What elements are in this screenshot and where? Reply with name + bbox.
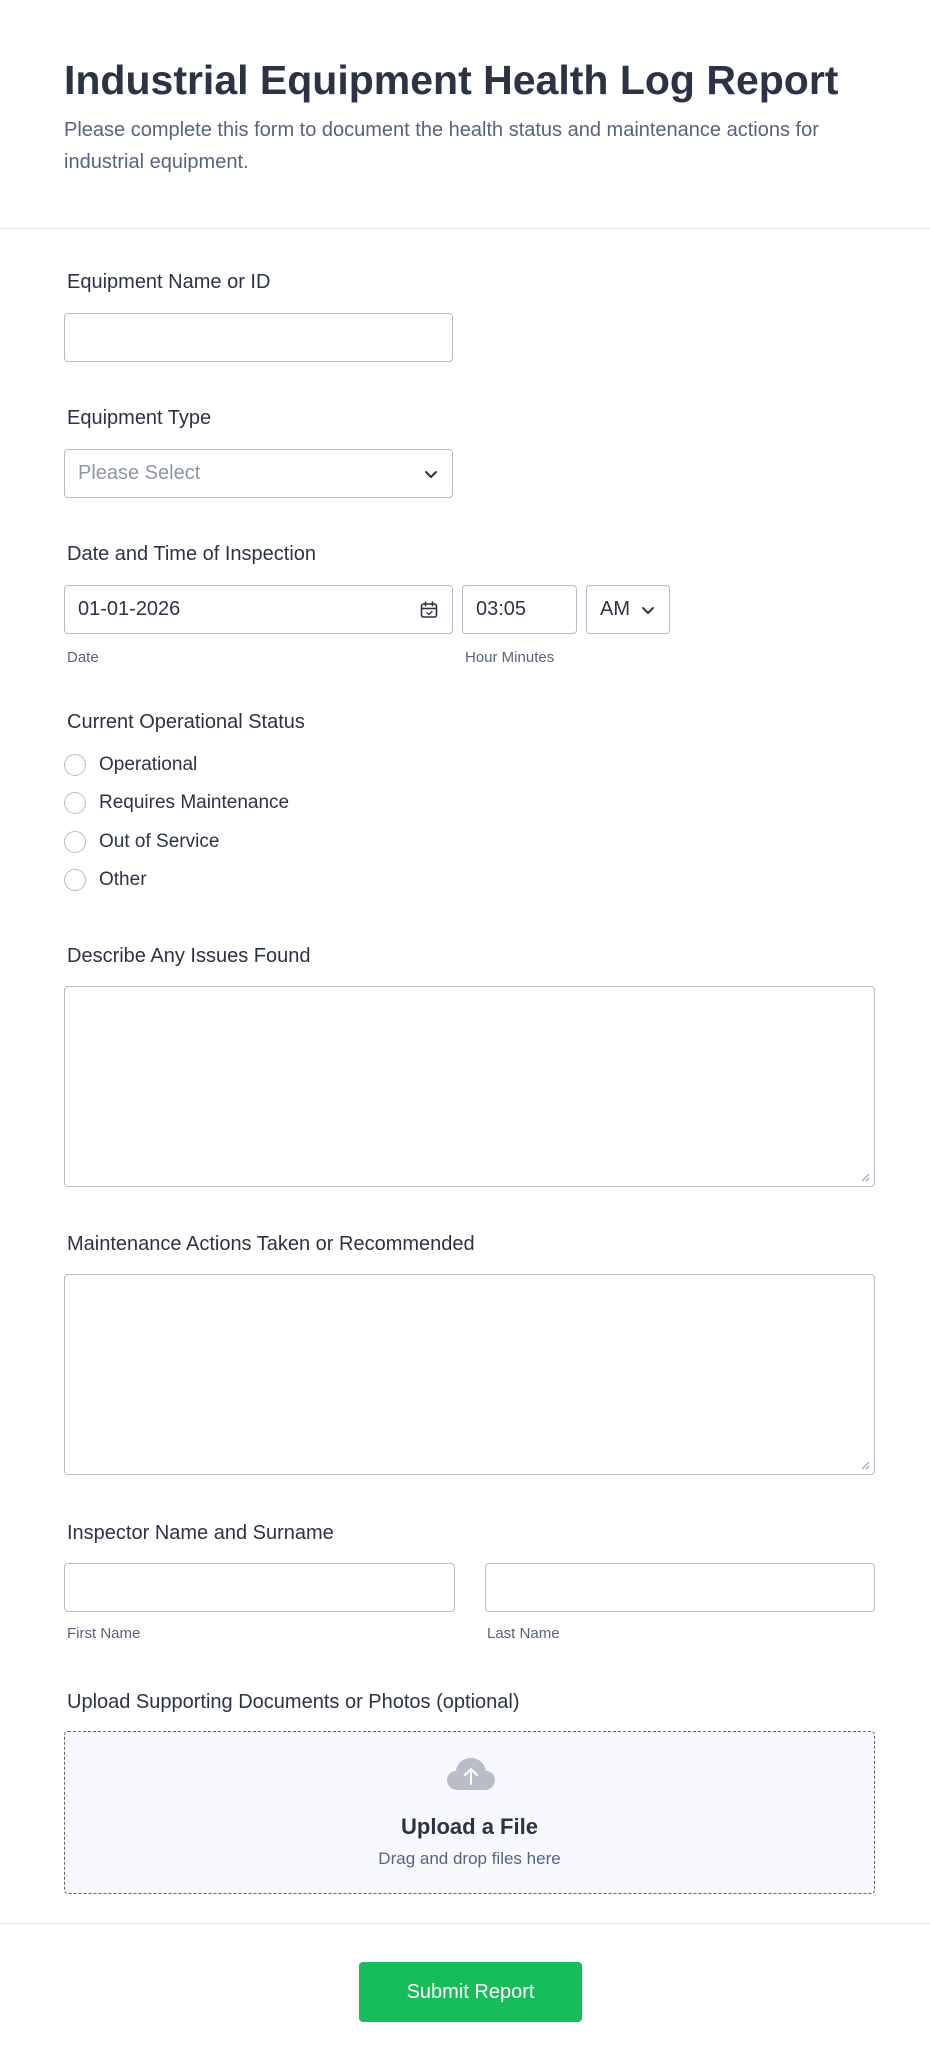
chevron-down-icon: [639, 601, 657, 619]
cloud-upload-icon: [446, 1756, 496, 1792]
equipment-type-label: Equipment Type: [67, 407, 212, 429]
calendar-icon[interactable]: [419, 600, 439, 620]
status-option-label: Out of Service: [99, 831, 220, 852]
equipment-type-field: [64, 404, 875, 504]
ampm-select[interactable]: [586, 585, 670, 634]
first-name-sublabel: First Name: [67, 1625, 141, 1642]
upload-field: [64, 1688, 875, 1898]
maintenance-textarea[interactable]: [64, 1274, 875, 1475]
issues-field: [64, 942, 875, 1192]
upload-subtitle: Drag and drop files here: [378, 1849, 561, 1868]
issues-textarea[interactable]: [64, 986, 875, 1187]
date-input[interactable]: [64, 585, 453, 634]
issues-label: Describe Any Issues Found: [67, 945, 311, 967]
file-dropzone[interactable]: [64, 1731, 875, 1894]
time-value: 03:05: [476, 598, 527, 620]
date-value: 01-01-2026: [78, 598, 181, 620]
radio-button[interactable]: [64, 754, 86, 776]
last-name-input[interactable]: [485, 1563, 875, 1612]
maintenance-label: Maintenance Actions Taken or Recommended: [67, 1233, 475, 1255]
inspector-name-field: [64, 1519, 875, 1649]
page-title: Industrial Equipment Health Log Report: [64, 57, 839, 103]
status-option-other[interactable]: [64, 869, 147, 891]
last-name-sublabel: Last Name: [487, 1625, 560, 1642]
radio-button[interactable]: [64, 831, 86, 853]
operational-status-label: Current Operational Status: [67, 711, 305, 733]
resize-handle-icon[interactable]: [860, 1172, 870, 1182]
status-option-requires-maintenance[interactable]: [64, 792, 289, 814]
equipment-name-label: Equipment Name or ID: [67, 271, 271, 293]
inspection-datetime-label: Date and Time of Inspection: [67, 543, 317, 565]
ampm-value: AM: [600, 598, 630, 620]
chevron-down-icon: [422, 465, 440, 483]
date-sublabel: Date: [67, 649, 99, 666]
equipment-type-select[interactable]: [64, 449, 453, 498]
time-input[interactable]: [462, 585, 577, 634]
status-option-operational[interactable]: [64, 754, 197, 776]
equipment-name-input[interactable]: [64, 313, 453, 362]
submit-button[interactable]: Submit Report: [359, 1962, 582, 2022]
form-header: [0, 0, 930, 229]
inspector-name-label: Inspector Name and Surname: [67, 1522, 334, 1544]
status-option-out-of-service[interactable]: [64, 831, 219, 853]
time-sublabel: Hour Minutes: [465, 649, 555, 666]
first-name-input[interactable]: [64, 1563, 455, 1612]
equipment-type-placeholder: Please Select: [78, 462, 201, 484]
upload-label: Upload Supporting Documents or Photos (optional): [67, 1691, 520, 1713]
status-option-label: Operational: [99, 754, 198, 775]
equipment-name-field: [64, 268, 875, 368]
resize-handle-icon[interactable]: [860, 1460, 870, 1470]
radio-button[interactable]: [64, 792, 86, 814]
status-option-label: Other: [99, 869, 147, 890]
radio-button[interactable]: [64, 869, 86, 891]
form-footer: [0, 1923, 930, 2071]
inspection-datetime-field: [64, 540, 875, 670]
status-option-label: Requires Maintenance: [99, 792, 290, 813]
page-subtitle: Please complete this form to document the health status and maintenance actions for industrial equipment.: [64, 119, 819, 173]
upload-title: Upload a File: [401, 1814, 538, 1839]
operational-status-field: [64, 708, 875, 908]
maintenance-field: [64, 1230, 875, 1480]
